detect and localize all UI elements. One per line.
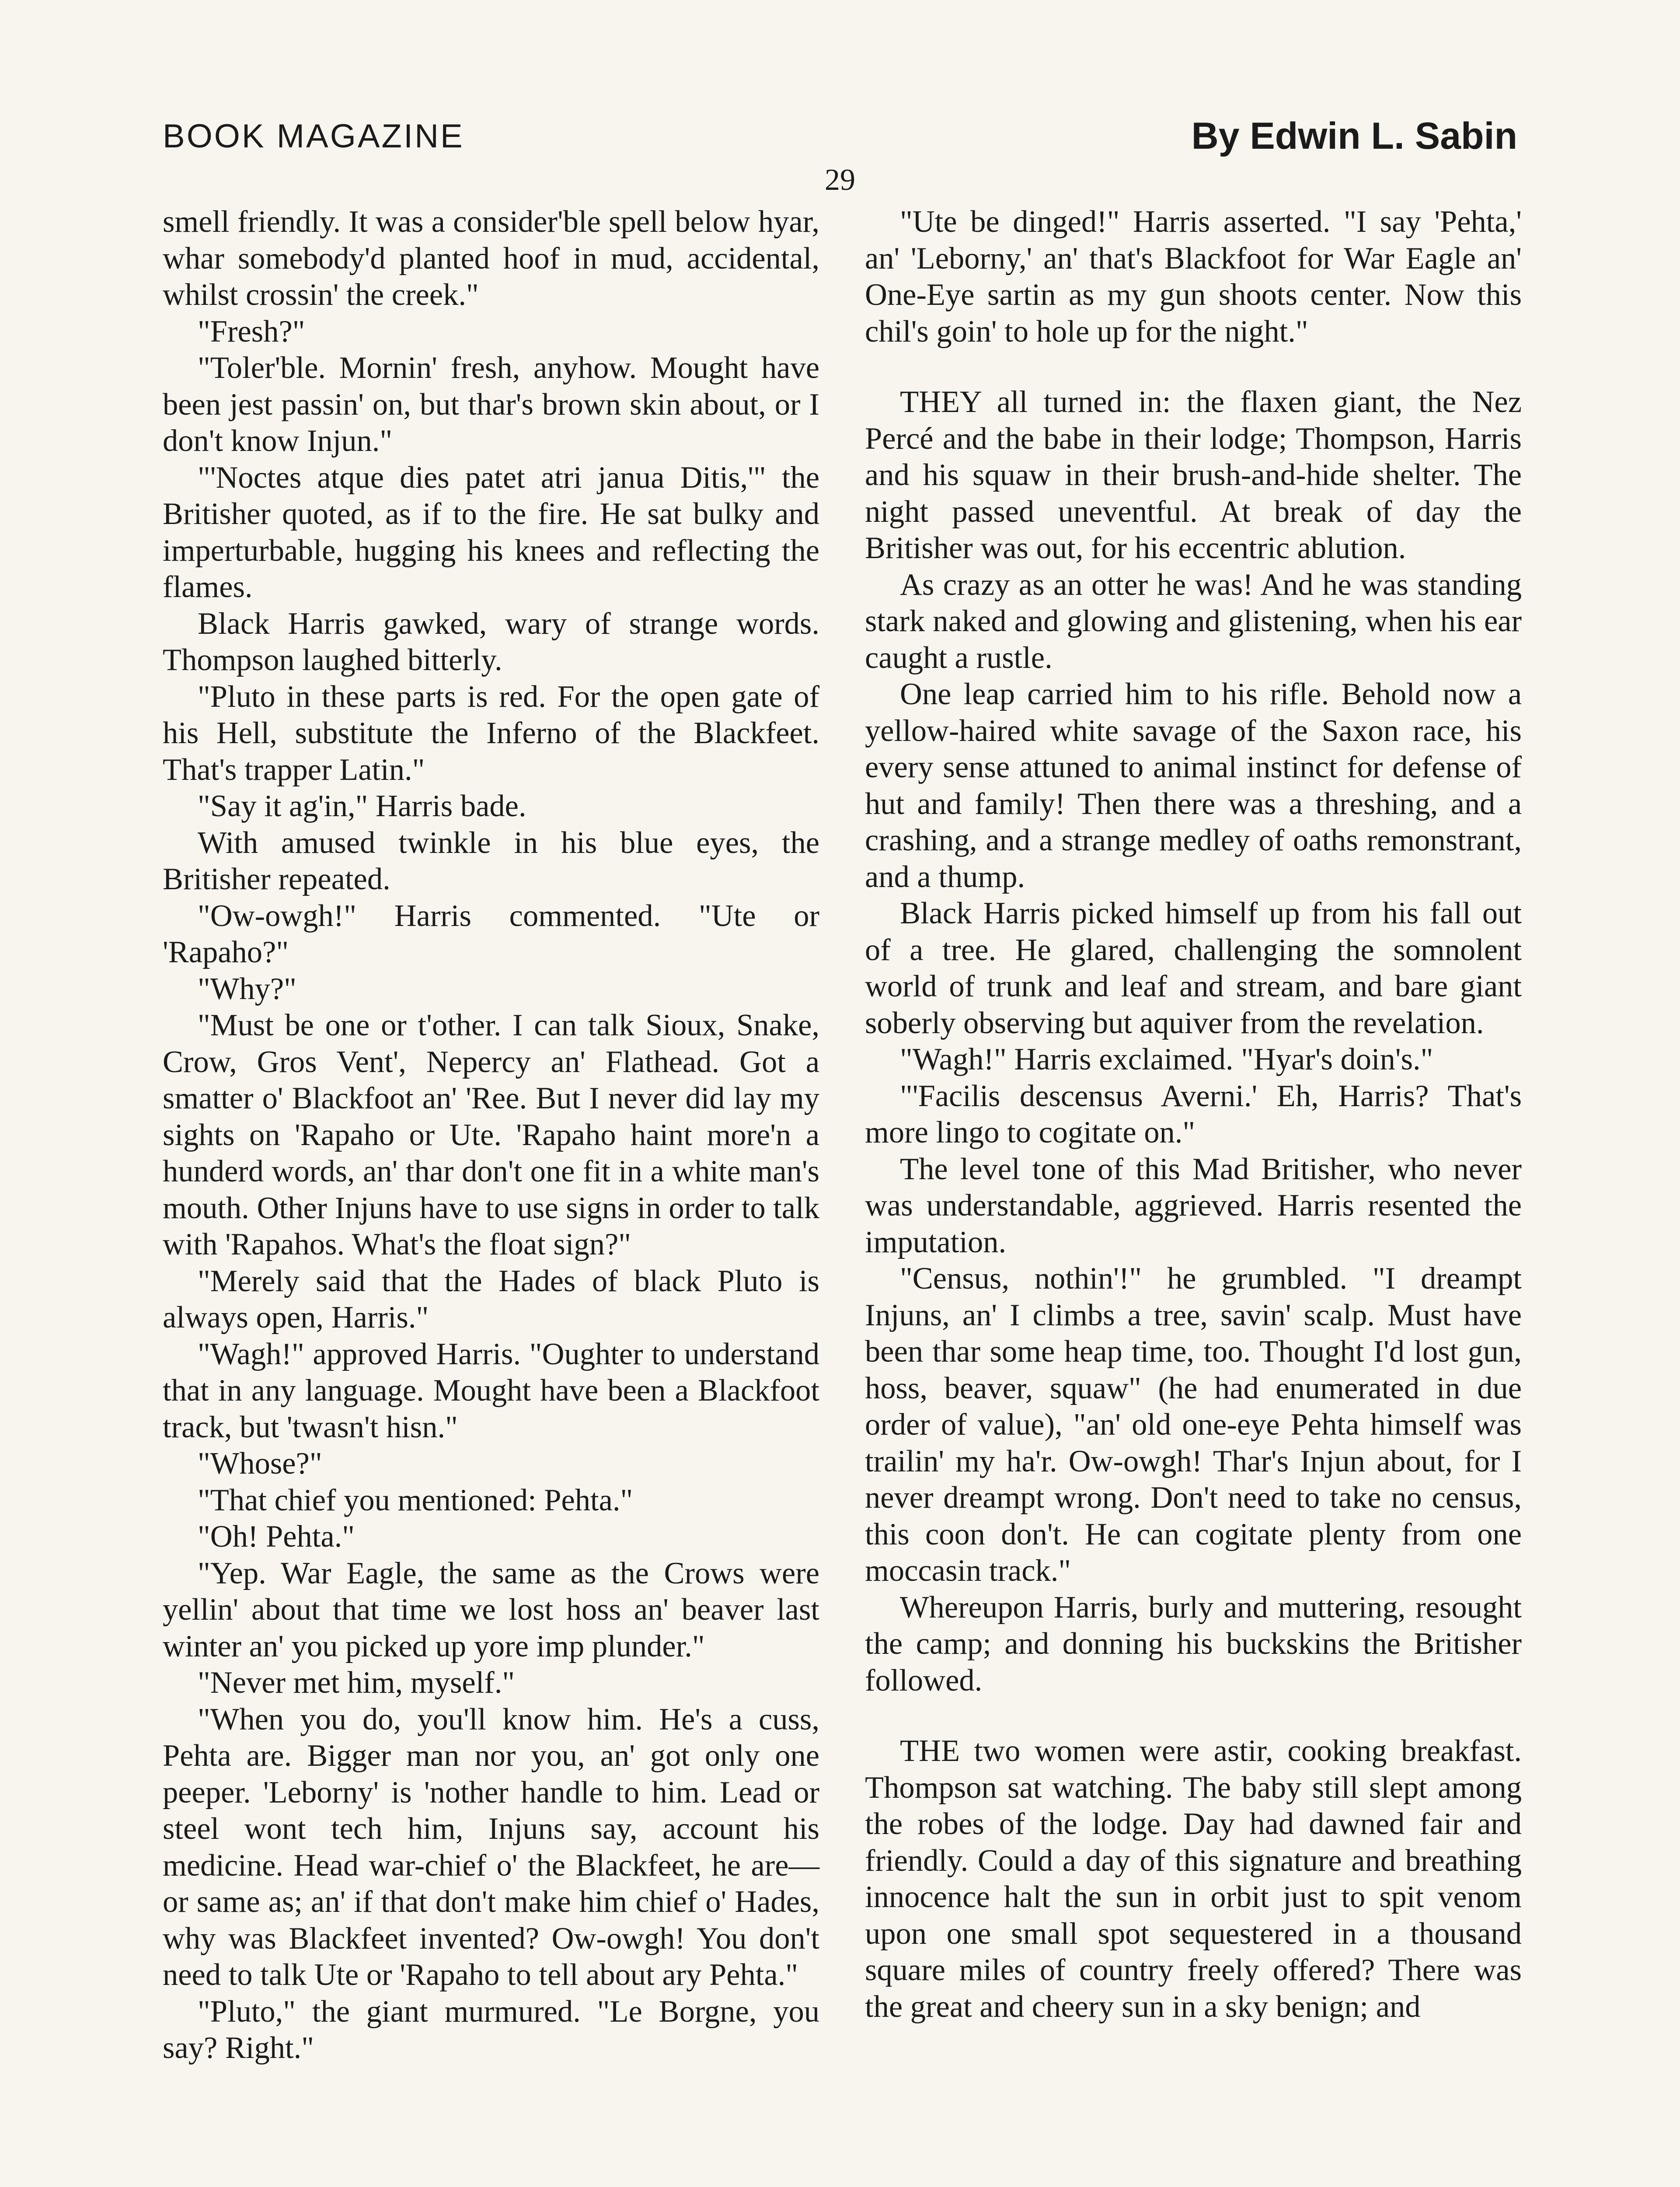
paragraph: "Yep. War Eagle, the same as the Crows were yellin' about that time we lost hoss an' beaver last winter an' you picked up yore imp plunder." (163, 1556, 819, 1663)
paragraph: "Pluto," the giant murmured. "Le Borgne, you say? Right." (163, 1994, 819, 2065)
section-opening-paragraph: THEY all turned in: the flaxen giant, the Nez Percé and the babe in their lodge; Thompson, Harris and his squaw in their brush-and-hide shelter. The night passed uneventful. At break of day the Britisher was out, for his eccentric ablution. (865, 385, 1522, 565)
author-byline: By Edwin L. Sabin (1191, 115, 1517, 157)
paragraph: "Merely said that the Hades of black Pluto is always open, Harris." (163, 1264, 819, 1335)
paragraph: "Ute be dinged!" Harris asserted. "I say 'Pehta,' an' 'Leborny,' an' that's Blackfoot for War Eagle an' One-Eye sartin as my gun shoots center. Now this chil's goin' to hole up for the night." (865, 205, 1522, 349)
paragraph: "Oh! Pehta." (198, 1520, 355, 1554)
paragraph: "Pluto in these parts is red. For the open gate of his Hell, substitute the Inferno of the Blackfeet. That's trapper Latin." (163, 679, 819, 787)
paragraph: Black Harris picked himself up from his fall out of a tree. He glared, challenging the somnolent world of trunk and leaf and stream, and bare giant soberly observing but aquiver from the revelation. (865, 896, 1522, 1040)
paragraph: "Toler'ble. Mornin' fresh, anyhow. Mought have been jest passin' on, but thar's brown skin about, or I don't know Injun." (163, 351, 819, 458)
paragraph: "Whose?" (198, 1446, 322, 1481)
paragraph: "That chief you mentioned: Pehta." (198, 1483, 633, 1517)
paragraph: "Must be one or t'other. I can talk Sioux, Snake, Crow, Gros Vent', Nepercy an' Flathead. Got a smatter o' Blackfoot an' 'Ree. But I never did lay my sights on 'Rapaho or Ute. 'Rapaho haint more'n a hunderd words, an' thar don't one fit in a white man's mouth. Other Injuns have to use signs in order to talk with 'Rapahos. What's the float sign?" (163, 1008, 819, 1261)
page-number: 29 (825, 163, 855, 197)
paragraph: "Census, nothin'!" he grumbled. "I dreampt Injuns, an' I climbs a tree, savin' scalp. Must have been thar some heap time, too. Thought I'd lost gun, hoss, beaver, squaw" (he had enumerated in due order of value), "an' old one-eye Pehta himself was trailin' my ha'r. Ow-owgh! Thar's Injun about, for I never dreampt wrong. Don't need to take no census, this coon don't. He can cogitate plenty from one moccasin track." (865, 1261, 1522, 1588)
paragraph: Whereupon Harris, burly and muttering, resought the camp; and donning his buckskins the Britisher followed. (865, 1590, 1522, 1698)
right-column (865, 204, 1522, 2025)
paragraph: "Never met him, myself." (198, 1666, 515, 1700)
paragraph: As crazy as an otter he was! And he was standing stark naked and glowing and glistening, when his ear caught a rustle. (865, 567, 1522, 675)
magazine-title: BOOK MAGAZINE (163, 118, 464, 155)
paragraph: "Wagh!" Harris exclaimed. "Hyar's doin's." (900, 1042, 1433, 1076)
paragraph: "Ow-owgh!" Harris commented. "Ute or 'Rapaho?" (163, 898, 819, 969)
paragraph: With amused twinkle in his blue eyes, the Britisher repeated. (163, 825, 819, 896)
paragraph: "Say it ag'in," Harris bade. (198, 789, 526, 823)
paragraph: The level tone of this Mad Britisher, who never was understandable, aggrieved. Harris resented the imputation. (865, 1152, 1522, 1259)
paragraph: Black Harris gawked, wary of strange words. Thompson laughed bitterly. (163, 606, 819, 677)
paragraph: "Fresh?" (198, 314, 305, 349)
paragraph: One leap carried him to his rifle. Behold now a yellow-haired white savage of the Saxon race, his every sense attuned to animal instinct for defense of hut and family! Then there was a threshing, and a crashing, and a strange medley of oaths remonstrant, and a thump. (865, 677, 1522, 894)
paragraph: "'Noctes atque dies patet atri janua Ditis,'" the Britisher quoted, as if to the fire. He sat bulky and imperturbable, hugging his knees and reflecting the flames. (163, 460, 819, 604)
paragraph: "'Facilis descensus Averni.' Eh, Harris? That's more lingo to cogitate on." (865, 1079, 1522, 1149)
left-column (163, 204, 819, 2067)
paragraph: "Wagh!" approved Harris. "Oughter to understand that in any language. Mought have been a Blackfoot track, but 'twasn't hisn." (163, 1337, 819, 1444)
paragraph: "Why?" (198, 971, 296, 1006)
paragraph: smell friendly. It was a consider'ble spell below hyar, whar somebody'd planted hoof in mud, accidental, whilst crossin' the creek." (163, 205, 819, 312)
section-opening-paragraph: THE two women were astir, cooking breakfast. Thompson sat watching. The baby still slept among the robes of the lodge. Day had dawned fair and friendly. Could a day of this signature and breathing innocence halt the sun in orbit just to spit venom upon one small spot sequestered in a thousand square miles of country freely offered? There was the great and cheery sun in a sky benign; and (865, 1734, 1522, 2024)
paragraph: "When you do, you'll know him. He's a cuss, Pehta are. Bigger man nor you, an' got only one peeper. 'Leborny' is 'nother handle to him. Lead or steel wont tech him, Injuns say, account his medicine. Head war-chief o' the Blackfeet, he are— or same as; an' if that don't make him chief o' Hades, why was Blackfeet invented? Ow-owgh! You don't need to talk Ute or 'Rapaho to tell about ary Pehta." (163, 1702, 819, 1992)
